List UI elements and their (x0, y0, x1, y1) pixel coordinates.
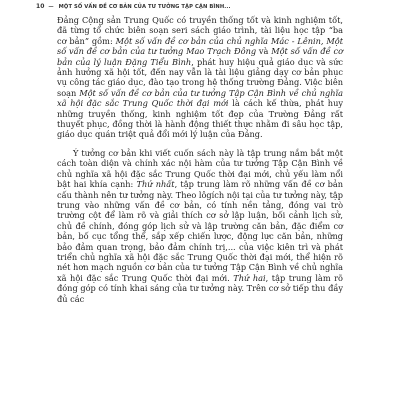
p1-text-3: , phát huy hiệu quả giáo dục và sức ảnh hưởng xã hội tốt, đến nay vẫn là tài liệu giảng dạy cơ bản phục vụ công tác giáo dục, đào tạo trong hệ thống trường Đảng. Việc biên soạn (57, 56, 343, 98)
p1-book-title-tap: Một số vấn đề cơ bản của tư tưởng Tập Cận Bình về chủ nghĩa xã hội đặc sắc Trung Quốc thời đại mới (57, 87, 343, 109)
p2-second: Thứ hai (233, 272, 266, 283)
page-body (57, 15, 343, 304)
header-separator: — (48, 4, 54, 10)
page-number: 10 (36, 3, 45, 10)
p2-text-1: Ý tưởng cơ bản khi viết cuốn sách này là tập trung nắm bắt một cách toàn diện và chính xác nội hàm của tư tưởng Tập Cận Bình về chủ nghĩa xã hội đặc sắc Trung Quốc thời đại mới, chủ yếu làm nổi bật hai khía cạnh: (57, 147, 343, 190)
p1-text-2: và (256, 46, 272, 57)
p2-text-3: , tập trung làm rõ đóng góp có tính khai sáng của tư tưởng này. Trên cơ sở tiếp thu đầy đủ các (57, 272, 343, 304)
p2-first: Thứ nhất (136, 179, 175, 190)
p1-text-4: là cách kế thừa, phát huy những truyền thống, kinh nghiệm tốt đẹp của Trường Đảng rất thuyết phục, đồng thời là hành động thiết thực nhằm đi sâu học tập, giáo dục quán triệt quả đổi mới lý luận của Đảng. (57, 98, 343, 140)
paragraph-2 (57, 148, 343, 304)
p1-text-1: Đảng Cộng sản Trung Quốc có truyền thống tốt và kinh nghiệm tốt, đã từng tổ chức biên soạn seri sách giáo trình, tài liệu học tập “ba cơ bản” gồm: (57, 15, 343, 46)
running-header (36, 3, 386, 10)
running-title: MỘT SỐ VẤN ĐỀ CƠ BẢN CỦA TƯ TƯỞNG TẬP CẬN BÌNH... (58, 4, 231, 10)
paragraph-1 (57, 15, 343, 140)
p1-book-title-dang: Một số vấn đề cơ bản của lý luận Đặng Tiểu Bình (57, 46, 343, 67)
p1-book-titles: Một số vấn đề cơ bản của chủ nghĩa Mác - Lênin, Một số vấn đề cơ bản của tư tưởng Mao Trạch Đông (57, 35, 343, 57)
p2-text-2: , tập trung làm rõ những vấn đề cơ bản cấu thành nên tư tưởng này. Theo lôgích nội tại của tư tưởng này, tập trung vào những vấn đề cơ bản, có tính nền tảng, đóng vai trò trường cột để làm rõ và giải thích cơ sở lập luận, bối cảnh lịch sử, chủ đề chính, đóng góp lịch sử và lập trường căn bản, đặc điểm cơ bản, bố cục tổng thể, sắp xếp chiến lược, động lực căn bản, những bảo đảm quan trọng, bảo đảm chính trị,... của việc kiên trì và phát triển chủ nghĩa xã hội đặc sắc Trung Quốc thời đại mới, thể hiện rõ nét hơn mạch nguồn cơ bản của tư tưởng Tập Cận Bình về chủ nghĩa xã hội đặc sắc Trung Quốc thời đại mới. (57, 179, 343, 283)
